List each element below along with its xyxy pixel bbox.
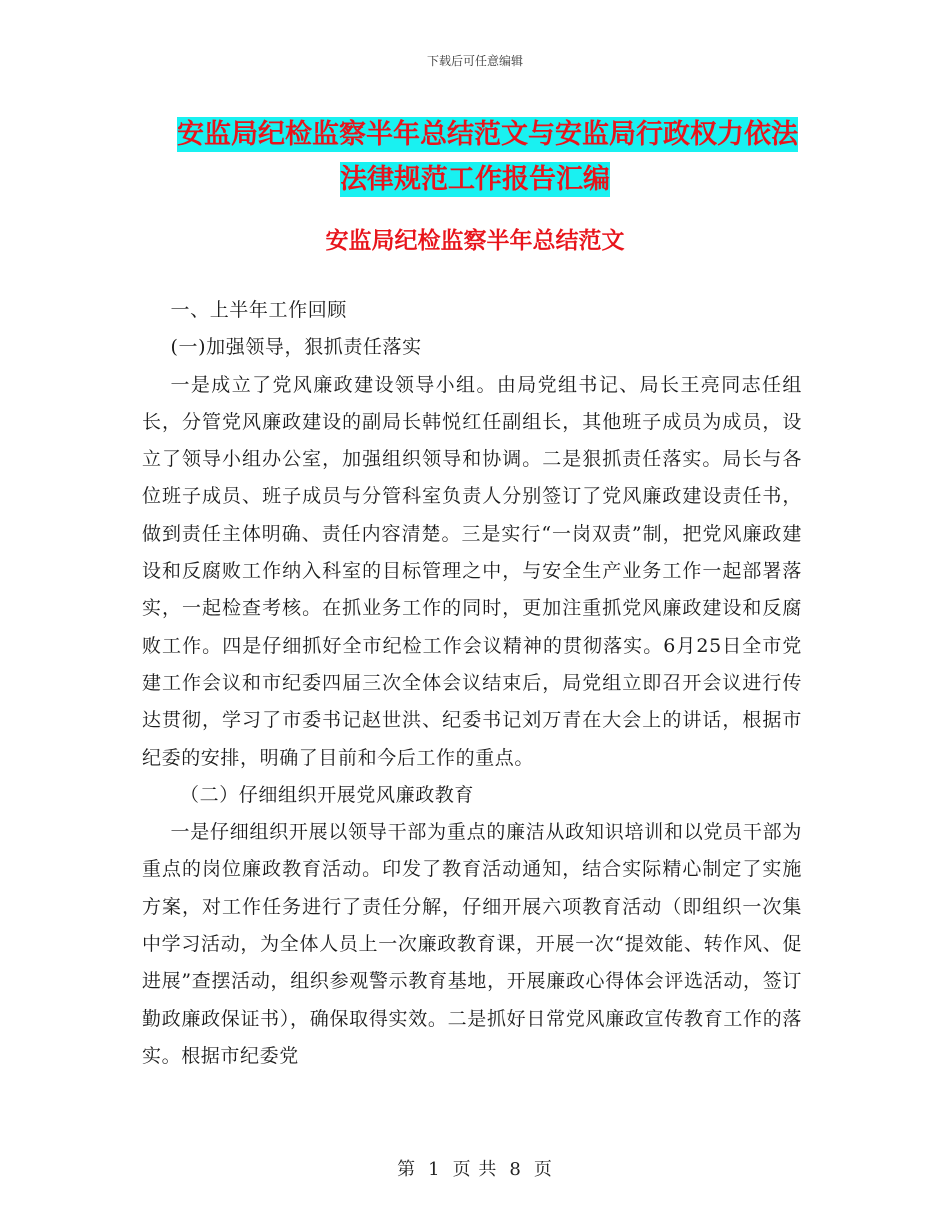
header-note: 下载后可任意编辑 [426, 54, 523, 68]
footer-current-page: 1 [428, 1159, 441, 1180]
heading-part-one: 一、上半年工作回顾 [170, 299, 347, 321]
paragraph-subsection-two: 一是仔细组织开展以领导干部为重点的廉洁从政知识培训和以党员干部为重点的岗位廉政教育活动。印发了教育活动通知，结合实际精心制定了实施方案，对工作任务进行了责任分解，仔细开展六项教育活动（即组织一次集中学习活动，为全体人员上一次廉政教育课，开展一次“提效能、转作风、促进展”查摆活动，组织参观警示教育基地，开展廉政心得体会评选活动，签订勤政廉政保证书），确保取得实效。二是抓好日常党风廉政宣传教育工作的落实。根据市纪委党 [142, 821, 802, 1067]
footer-label-of: 页 共 [452, 1159, 498, 1180]
footer-label-page: 第 [397, 1159, 417, 1180]
paragraph-subsection-one: 一是成立了党风廉政建设领导小组。由局党组书记、局长王亮同志任组长，分管党风廉政建设的副局长韩悦红任副组长，其他班子成员为成员，设立了领导小组办公室，加强组织领导和协调。二是狠抓责任落实。局长与各位班子成员、班子成员与分管科室负责人分别签订了党风廉政建设责任书，做到责任主体明确、责任内容清楚。三是实行“一岗双责”制，把党风廉政建设和反腐败工作纳入科室的目标管理之中，与安全生产业务工作一起部署落实，一起检查考核。在抓业务工作的同时，更加注重抓党风廉政建设和反腐败工作。四是仔细抓好全市纪检工作会议精神的贯彻落实。6月25日全市党建工作会议和市纪委四届三次全体会议结束后，局党组立即召开会议进行传达贯彻，学习了市委书记赵世洪、纪委书记刘万青在大会上的讲话，根据市纪委的安排，明确了目前和今后工作的重点。 [142, 373, 802, 769]
footer-total-pages: 8 [509, 1159, 522, 1180]
document-title-line-2: 法律规范工作报告汇编 [340, 164, 610, 195]
document-body [142, 292, 802, 1075]
section-title: 安监局纪检监察半年总结范文 [325, 228, 625, 254]
document-title-line-1: 安监局纪检监察半年总结范文与安监局行政权力依法 [177, 119, 798, 150]
page-footer [0, 1155, 950, 1181]
heading-subsection-two: （二）仔细组织开展党风廉政教育 [180, 783, 475, 806]
heading-subsection-one: (一)加强领导，狠抓责任落实 [170, 336, 422, 359]
footer-label-end: 页 [533, 1159, 553, 1180]
